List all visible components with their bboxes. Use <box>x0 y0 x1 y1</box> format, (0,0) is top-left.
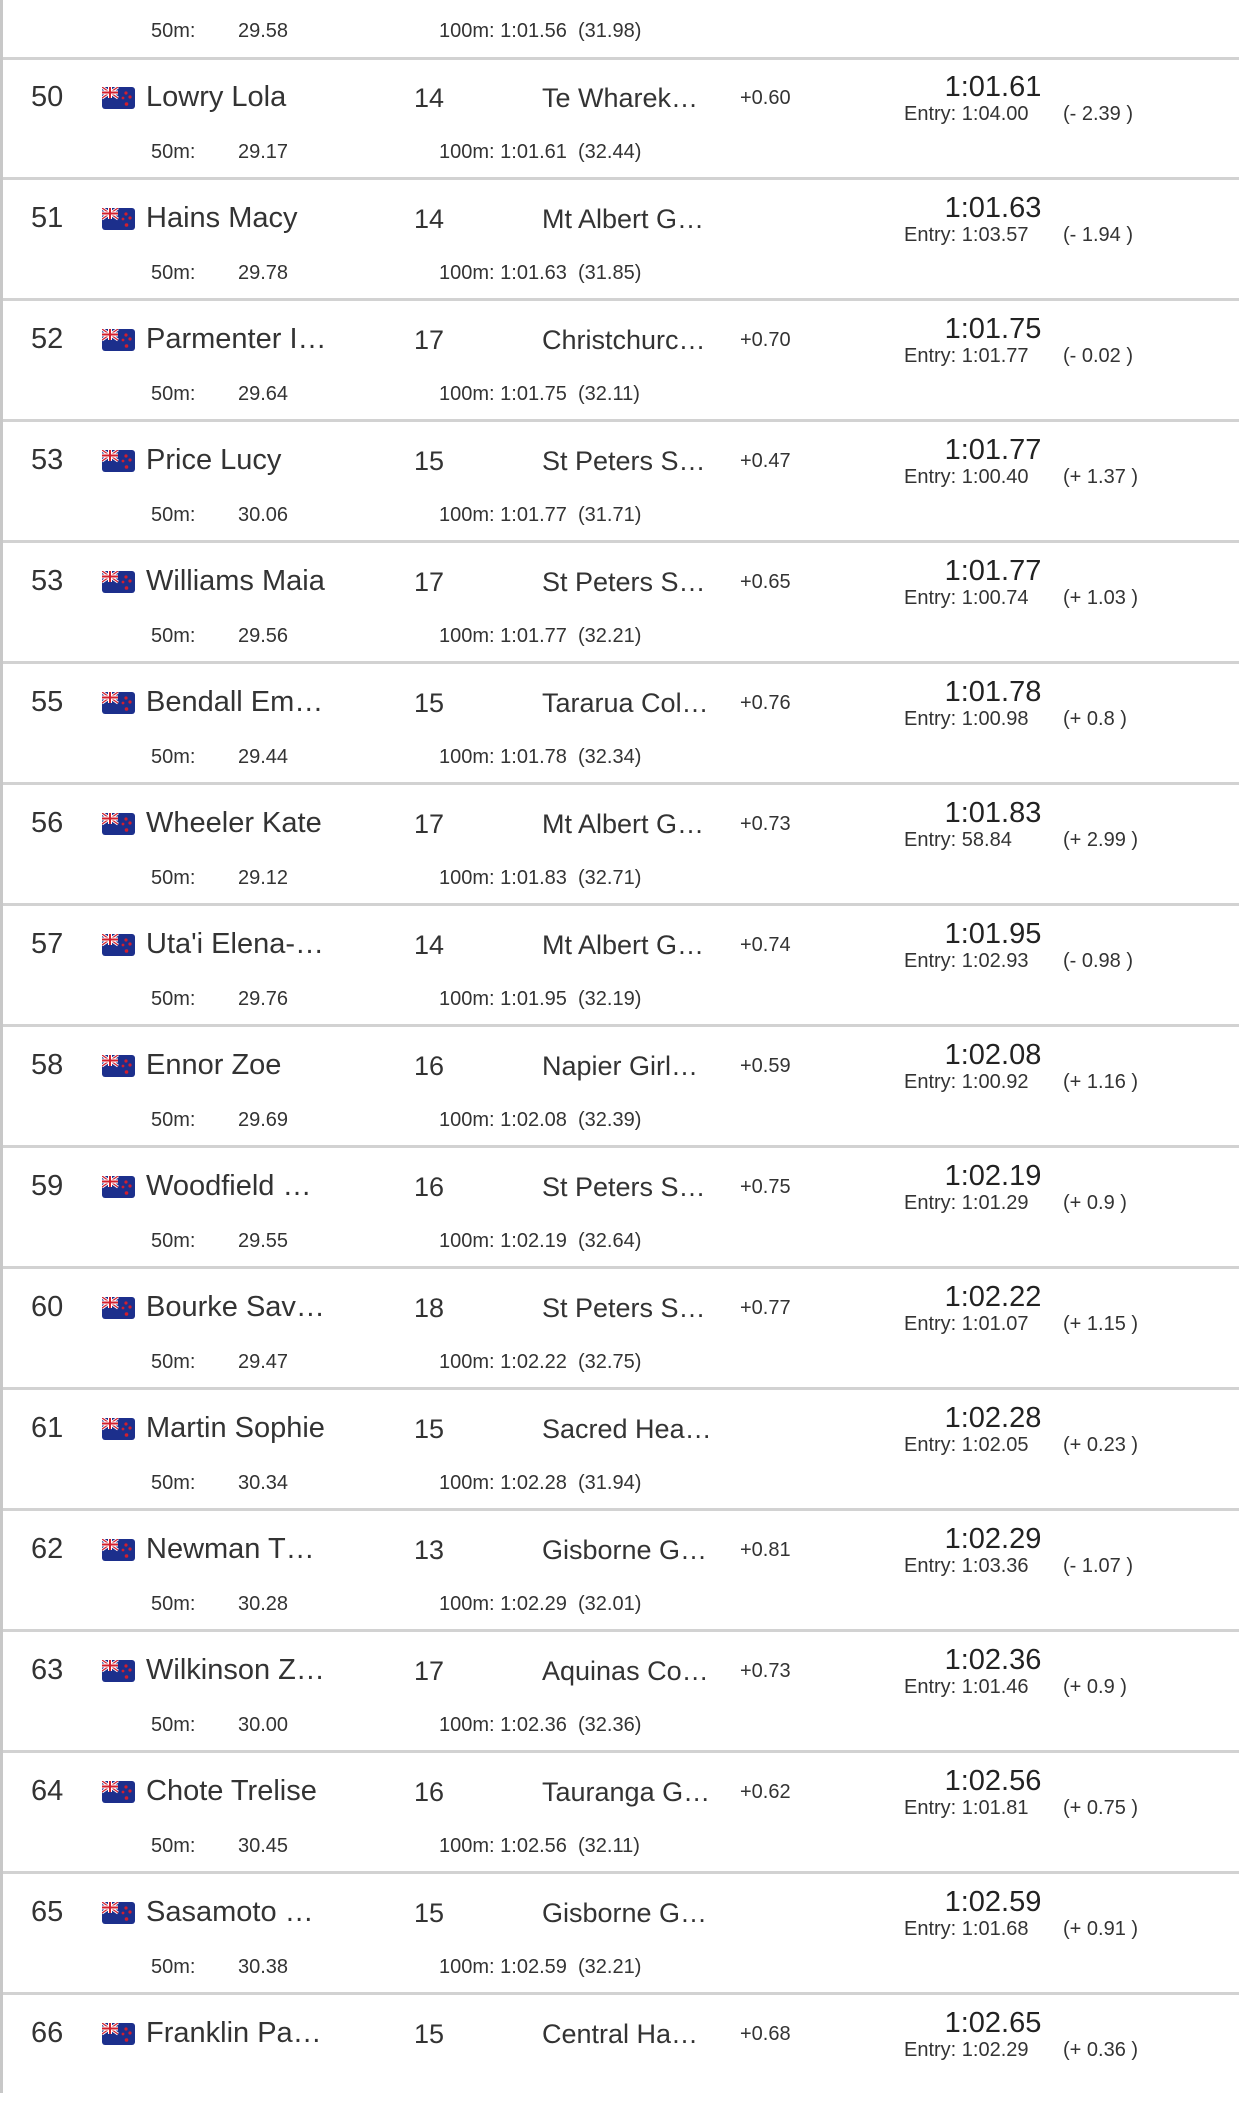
split-50-value: 29.58 <box>238 20 289 42</box>
split-100-value: 100m: 1:01.63 (31.85) <box>439 262 642 284</box>
rank: 61 <box>31 1412 64 1444</box>
swimmer-name[interactable]: Wilkinson Z… <box>146 1654 325 1686</box>
final-time: 1:01.95 <box>944 918 1042 950</box>
entry-difference: (+ 0.9 ) <box>1063 1192 1127 1214</box>
entry-difference: (+ 0.23 ) <box>1063 1434 1139 1456</box>
entry-difference: (+ 0.36 ) <box>1063 2039 1139 2061</box>
rank: 62 <box>31 1533 64 1565</box>
result-row[interactable] <box>3 1633 1239 1753</box>
split-100-value: 100m: 1:02.59 (32.21) <box>439 1956 642 1978</box>
entry-time: Entry: 1:01.46 <box>904 1676 1029 1698</box>
final-time: 1:02.36 <box>944 1644 1042 1676</box>
reaction-time: +0.73 <box>740 1660 791 1682</box>
new-zealand-flag-icon <box>102 329 135 351</box>
reaction-time: +0.81 <box>740 1539 791 1561</box>
swimmer-name[interactable]: Lowry Lola <box>146 81 287 113</box>
entry-difference: (- 0.98 ) <box>1063 950 1134 972</box>
split-50-label: 50m: <box>151 746 196 768</box>
new-zealand-flag-icon <box>102 450 135 472</box>
split-50-value: 30.00 <box>238 1714 289 1736</box>
rank: 60 <box>31 1291 64 1323</box>
result-row[interactable] <box>3 665 1239 785</box>
split-50-label: 50m: <box>151 1835 196 1857</box>
age: 15 <box>414 688 445 718</box>
swimmer-name[interactable]: Bendall Em… <box>146 686 324 718</box>
rank: 63 <box>31 1654 64 1686</box>
club-name: St Peters S… <box>542 567 706 597</box>
split-50-value: 30.34 <box>238 1472 289 1494</box>
split-100-value: 100m: 1:01.77 (31.71) <box>439 504 642 526</box>
rank: 55 <box>31 686 64 718</box>
final-time: 1:02.56 <box>944 1765 1042 1797</box>
age: 17 <box>414 325 445 355</box>
split-50-label: 50m: <box>151 141 196 163</box>
new-zealand-flag-icon <box>102 1176 135 1198</box>
final-time: 1:02.59 <box>944 1886 1042 1918</box>
age: 14 <box>414 204 445 234</box>
swimmer-name[interactable]: Chote Trelise <box>146 1775 317 1807</box>
entry-difference: (- 1.07 ) <box>1063 1555 1134 1577</box>
entry-time: Entry: 1:03.57 <box>904 224 1029 246</box>
age: 17 <box>414 1656 445 1686</box>
split-50-label: 50m: <box>151 1956 196 1978</box>
final-time: 1:01.77 <box>944 434 1042 466</box>
club-name: Tararua Col… <box>542 688 709 718</box>
final-time: 1:02.65 <box>944 2007 1042 2039</box>
reaction-time: +0.73 <box>740 813 791 835</box>
reaction-time: +0.59 <box>740 1055 791 1077</box>
entry-difference: (+ 1.37 ) <box>1063 466 1139 488</box>
final-time: 1:02.19 <box>944 1160 1042 1192</box>
split-50-label: 50m: <box>151 625 196 647</box>
result-row[interactable] <box>3 1996 1239 2126</box>
split-50-label: 50m: <box>151 867 196 889</box>
rank: 65 <box>31 1896 64 1928</box>
split-50-value: 29.69 <box>238 1109 289 1131</box>
reaction-time: +0.77 <box>740 1297 791 1319</box>
swimmer-name[interactable]: Wheeler Kate <box>146 807 322 839</box>
split-50-label: 50m: <box>151 1230 196 1252</box>
new-zealand-flag-icon <box>102 813 135 835</box>
swimmer-name[interactable]: Franklin Pa… <box>146 2017 322 2049</box>
final-time: 1:02.08 <box>944 1039 1042 1071</box>
entry-time: Entry: 1:01.68 <box>904 1918 1029 1940</box>
entry-time: Entry: 1:02.93 <box>904 950 1029 972</box>
swimmer-name[interactable]: Bourke Sav… <box>146 1291 325 1323</box>
entry-time: Entry: 1:01.81 <box>904 1797 1029 1819</box>
age: 16 <box>414 1777 445 1807</box>
reaction-time: +0.60 <box>740 87 791 109</box>
rank: 50 <box>31 81 64 113</box>
entry-time: Entry: 1:01.07 <box>904 1313 1029 1335</box>
age: 17 <box>414 809 445 839</box>
entry-time: Entry: 1:00.92 <box>904 1071 1029 1093</box>
result-row[interactable] <box>3 786 1239 906</box>
split-50-value: 29.17 <box>238 141 289 163</box>
split-50-value: 30.06 <box>238 504 289 526</box>
entry-difference: (+ 1.15 ) <box>1063 1313 1139 1335</box>
result-row[interactable] <box>3 302 1239 422</box>
split-100-value: 100m: 1:02.29 (32.01) <box>439 1593 642 1615</box>
new-zealand-flag-icon <box>102 1902 135 1924</box>
rank: 57 <box>31 928 64 960</box>
entry-difference: (+ 0.8 ) <box>1063 708 1127 730</box>
split-row <box>3 0 1239 60</box>
new-zealand-flag-icon <box>102 1660 135 1682</box>
swimmer-name[interactable]: Uta'i Elena-… <box>146 928 324 960</box>
result-row[interactable] <box>3 1149 1239 1269</box>
split-50-value: 29.47 <box>238 1351 289 1373</box>
split-100-value: 100m: 1:02.56 (32.11) <box>439 1835 640 1857</box>
swimmer-name[interactable]: Williams Maia <box>146 565 325 597</box>
split-100-value: 100m: 1:02.28 (31.94) <box>439 1472 642 1494</box>
entry-time: Entry: 1:01.29 <box>904 1192 1029 1214</box>
result-row[interactable] <box>3 907 1239 1027</box>
entry-difference: (- 0.02 ) <box>1063 345 1134 367</box>
split-50-label: 50m: <box>151 1472 196 1494</box>
new-zealand-flag-icon <box>102 1539 135 1561</box>
entry-time: Entry: 1:01.77 <box>904 345 1029 367</box>
split-50-value: 30.38 <box>238 1956 289 1978</box>
entry-time: Entry: 1:00.40 <box>904 466 1029 488</box>
split-50-label: 50m: <box>151 1714 196 1736</box>
final-time: 1:01.75 <box>944 313 1042 345</box>
result-row[interactable] <box>3 544 1239 664</box>
age: 16 <box>414 1051 445 1081</box>
final-time: 1:02.22 <box>944 1281 1042 1313</box>
final-time: 1:01.78 <box>944 676 1042 708</box>
entry-difference: (+ 0.91 ) <box>1063 1918 1139 1940</box>
split-50-value: 29.55 <box>238 1230 289 1252</box>
new-zealand-flag-icon <box>102 1418 135 1440</box>
age: 18 <box>414 1293 445 1323</box>
club-name: Gisborne G… <box>542 1898 708 1928</box>
swimmer-name[interactable]: Hains Macy <box>146 202 298 234</box>
entry-time: Entry: 1:00.98 <box>904 708 1029 730</box>
age: 15 <box>414 446 445 476</box>
age: 15 <box>414 2019 445 2049</box>
club-name: Sacred Hea… <box>542 1414 712 1444</box>
split-100-value: 100m: 1:01.75 (32.11) <box>439 383 640 405</box>
entry-time: Entry: 1:02.05 <box>904 1434 1029 1456</box>
swimmer-name[interactable]: Price Lucy <box>146 444 282 476</box>
split-100-value: 100m: 1:01.61 (32.44) <box>439 141 642 163</box>
result-row[interactable] <box>3 1512 1239 1632</box>
swimmer-name[interactable]: Woodfield … <box>146 1170 312 1202</box>
club-name: St Peters S… <box>542 1293 706 1323</box>
new-zealand-flag-icon <box>102 571 135 593</box>
split-50-label: 50m: <box>151 262 196 284</box>
reaction-time: +0.47 <box>740 450 791 472</box>
split-50-label: 50m: <box>151 504 196 526</box>
age: 14 <box>414 83 445 113</box>
reaction-time: +0.74 <box>740 934 791 956</box>
split-100-value: 100m: 1:01.83 (32.71) <box>439 867 642 889</box>
club-name: Napier Girl… <box>542 1051 699 1081</box>
club-name: Gisborne G… <box>542 1535 708 1565</box>
club-name: Aquinas Co… <box>542 1656 709 1686</box>
rank: 53 <box>31 565 64 597</box>
rank: 59 <box>31 1170 64 1202</box>
final-time: 1:01.77 <box>944 555 1042 587</box>
swimmer-name[interactable]: Newman T… <box>146 1533 315 1565</box>
split-50-value: 29.78 <box>238 262 289 284</box>
rank: 58 <box>31 1049 64 1081</box>
new-zealand-flag-icon <box>102 2023 135 2045</box>
split-50-label: 50m: <box>151 20 196 42</box>
swimmer-name[interactable]: Ennor Zoe <box>146 1049 282 1081</box>
club-name: Tauranga G… <box>542 1777 711 1807</box>
rank: 51 <box>31 202 64 234</box>
split-50-value: 30.28 <box>238 1593 289 1615</box>
result-row[interactable] <box>3 60 1239 180</box>
new-zealand-flag-icon <box>102 208 135 230</box>
result-row[interactable] <box>3 1754 1239 1874</box>
entry-difference: (- 2.39 ) <box>1063 103 1134 125</box>
rank: 56 <box>31 807 64 839</box>
reaction-time: +0.62 <box>740 1781 791 1803</box>
split-50-value: 29.12 <box>238 867 289 889</box>
club-name: Mt Albert G… <box>542 204 705 234</box>
club-name: Central Ha… <box>542 2019 699 2049</box>
age: 13 <box>414 1535 445 1565</box>
age: 15 <box>414 1414 445 1444</box>
final-time: 1:01.61 <box>944 71 1042 103</box>
split-100-value: 100m: 1:02.36 (32.36) <box>439 1714 642 1736</box>
reaction-time: +0.65 <box>740 571 791 593</box>
club-name: Mt Albert G… <box>542 809 705 839</box>
entry-time: Entry: 1:04.00 <box>904 103 1029 125</box>
entry-difference: (+ 2.99 ) <box>1063 829 1139 851</box>
result-row[interactable] <box>3 423 1239 543</box>
new-zealand-flag-icon <box>102 1297 135 1319</box>
club-name: St Peters S… <box>542 446 706 476</box>
reaction-time: +0.76 <box>740 692 791 714</box>
split-100-value: 100m: 1:02.22 (32.75) <box>439 1351 642 1373</box>
new-zealand-flag-icon <box>102 692 135 714</box>
split-50-label: 50m: <box>151 1593 196 1615</box>
split-50-label: 50m: <box>151 1351 196 1373</box>
swimmer-name[interactable]: Parmenter I… <box>146 323 327 355</box>
final-time: 1:01.63 <box>944 192 1042 224</box>
entry-difference: (- 1.94 ) <box>1063 224 1134 246</box>
split-50-value: 29.56 <box>238 625 289 647</box>
entry-time: Entry: 1:00.74 <box>904 587 1029 609</box>
final-time: 1:02.28 <box>944 1402 1042 1434</box>
result-row[interactable] <box>3 1028 1239 1148</box>
split-50-label: 50m: <box>151 1109 196 1131</box>
final-time: 1:02.29 <box>944 1523 1042 1555</box>
rank: 64 <box>31 1775 64 1807</box>
rank: 52 <box>31 323 64 355</box>
result-row[interactable] <box>3 181 1239 301</box>
age: 17 <box>414 567 445 597</box>
split-100-value: 100m: 1:01.95 (32.19) <box>439 988 642 1010</box>
rank: 66 <box>31 2017 64 2049</box>
split-100-value: 100m: 1:01.56 (31.98) <box>439 20 642 42</box>
entry-difference: (+ 1.03 ) <box>1063 587 1139 609</box>
entry-time: Entry: 58.84 <box>904 829 1012 851</box>
age: 14 <box>414 930 445 960</box>
new-zealand-flag-icon <box>102 1781 135 1803</box>
swimmer-name[interactable]: Sasamoto … <box>146 1896 314 1928</box>
entry-difference: (+ 0.75 ) <box>1063 1797 1139 1819</box>
entry-difference: (+ 0.9 ) <box>1063 1676 1127 1698</box>
result-row[interactable] <box>3 1391 1239 1511</box>
final-time: 1:01.83 <box>944 797 1042 829</box>
age: 16 <box>414 1172 445 1202</box>
entry-difference: (+ 1.16 ) <box>1063 1071 1139 1093</box>
split-100-value: 100m: 1:01.78 (32.34) <box>439 746 642 768</box>
new-zealand-flag-icon <box>102 1055 135 1077</box>
club-name: Mt Albert G… <box>542 930 705 960</box>
entry-time: Entry: 1:03.36 <box>904 1555 1029 1577</box>
new-zealand-flag-icon <box>102 87 135 109</box>
entry-time: Entry: 1:02.29 <box>904 2039 1029 2061</box>
age: 15 <box>414 1898 445 1928</box>
split-50-value: 29.44 <box>238 746 289 768</box>
split-100-value: 100m: 1:01.77 (32.21) <box>439 625 642 647</box>
new-zealand-flag-icon <box>102 934 135 956</box>
swimmer-name[interactable]: Martin Sophie <box>146 1412 325 1444</box>
split-50-label: 50m: <box>151 383 196 405</box>
reaction-time: +0.70 <box>740 329 791 351</box>
club-name: Te Wharek… <box>542 83 699 113</box>
reaction-time: +0.75 <box>740 1176 791 1198</box>
result-row[interactable] <box>3 1270 1239 1390</box>
club-name: Christchurc… <box>542 325 706 355</box>
split-50-value: 29.64 <box>238 383 289 405</box>
rank: 53 <box>31 444 64 476</box>
reaction-time: +0.68 <box>740 2023 791 2045</box>
result-row[interactable] <box>3 1875 1239 1995</box>
split-100-value: 100m: 1:02.08 (32.39) <box>439 1109 642 1131</box>
split-50-value: 30.45 <box>238 1835 289 1857</box>
club-name: St Peters S… <box>542 1172 706 1202</box>
split-50-label: 50m: <box>151 988 196 1010</box>
split-100-value: 100m: 1:02.19 (32.64) <box>439 1230 642 1252</box>
split-50-value: 29.76 <box>238 988 289 1010</box>
